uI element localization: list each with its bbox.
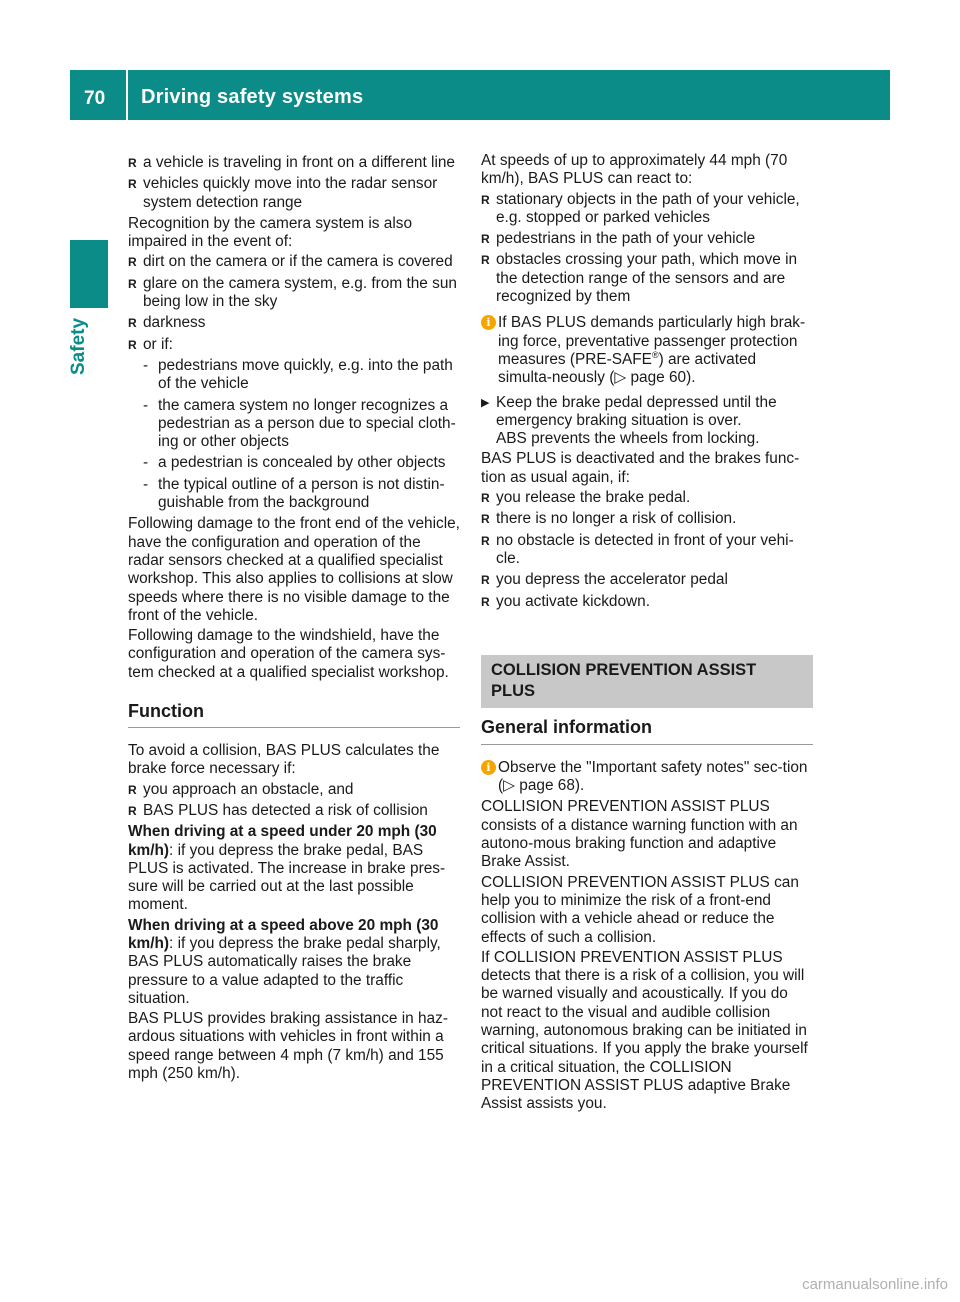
paragraph: Following damage to the front end of the vehicle, have the configuration and operation of the radar sensors checked at a qualified specialist workshop. This also applies to collisions at slow speeds where there is no visible damage to the front of the vehicle. xyxy=(128,515,460,624)
bullet-icon: R xyxy=(128,782,137,797)
list-item: R darkness xyxy=(128,314,206,332)
header-divider xyxy=(126,70,128,120)
section-label: Safety xyxy=(68,317,89,375)
list-item: R you depress the accelerator pedal xyxy=(481,571,728,589)
dash-icon: - xyxy=(143,454,149,472)
bullet-icon: R xyxy=(128,177,137,192)
list-item: R or if: xyxy=(128,335,173,353)
dash-icon: - xyxy=(143,396,149,414)
list-item: R BAS PLUS has detected a risk of collision xyxy=(128,801,428,819)
sub-list-item: - the typical outline of a person is not distin-guishable from the background xyxy=(143,475,445,512)
dash-icon: - xyxy=(143,475,149,493)
section-marker xyxy=(70,240,108,308)
bullet-icon: R xyxy=(128,156,137,170)
list-item: R stationary objects in the path of your vehicle, e.g. stopped or parked vehicles xyxy=(481,190,800,226)
list-item: R vehicles quickly move into the radar sensor system detection range xyxy=(128,175,438,211)
bullet-icon: R xyxy=(481,232,490,247)
page-header xyxy=(70,70,890,120)
page-number: 70 xyxy=(84,88,106,109)
bullet-icon: R xyxy=(128,276,137,291)
bullet-icon: R xyxy=(128,337,137,352)
paragraph: Following damage to the windshield, have the configuration and operation of the camera sys-tem checked at a qualified specialist workshop. xyxy=(128,627,449,681)
paragraph: To avoid a collision, BAS PLUS calculates the brake force necessary if: xyxy=(128,742,440,778)
paragraph: COLLISION PREVENTION ASSIST PLUS consists of a distance warning function with an autono-mous braking function and adaptive Brake Assist. xyxy=(481,798,798,871)
paragraph: If COLLISION PREVENTION ASSIST PLUS detects that there is a risk of a collision, you will be warned visually and acoustically. If you do not react to the visual and audible collision warning, autonomous braking can be initiated in critical situations. If you apply the brake yourself in a critical situation, the COLLISION PREVENTION ASSIST PLUS adaptive Brake Assist assists you. xyxy=(481,948,808,1113)
list-item: R you activate kickdown. xyxy=(481,592,650,610)
bullet-icon: R xyxy=(481,512,490,527)
paragraph: When driving at a speed above 20 mph (30 km/h): if you depress the brake pedal sharply, BAS PLUS automatically raises the brake pressure to a value adapted to the traffic situation. xyxy=(128,916,441,1007)
right-column xyxy=(481,152,813,1115)
bullet-icon: R xyxy=(128,255,137,270)
action-step: ▶ Keep the brake pedal depressed until the emergency braking situation is over. ABS prevents the wheels from locking. xyxy=(481,393,777,448)
watermark: carmanualsonline.info xyxy=(802,1275,948,1293)
bullet-icon: R xyxy=(481,594,490,609)
info-icon: i xyxy=(481,760,496,775)
page-ref-link[interactable]: page 60). xyxy=(626,369,696,387)
page-ref-link[interactable]: page 68). xyxy=(514,777,585,795)
bullet-icon: R xyxy=(481,253,490,268)
info-note: i Observe the "Important safety notes" sec-tion (▷ page 68). xyxy=(481,759,813,796)
bullet-icon: R xyxy=(481,573,490,588)
list-item: R glare on the camera system, e.g. from the sun being low in the sky xyxy=(128,274,457,311)
bullet-icon: R xyxy=(481,491,490,506)
bullet-icon: R xyxy=(128,803,137,818)
section-heading-general: General information xyxy=(481,716,813,745)
list-item: R obstacles crossing your path, which move in the detection range of the sensors and are recognized by them xyxy=(481,251,798,306)
bullet-icon: R xyxy=(481,533,490,548)
list-item: R pedestrians in the path of your vehicle xyxy=(481,230,756,248)
sub-list-item: - a pedestrian is concealed by other objects xyxy=(143,454,446,472)
action-arrow-icon: ▶ xyxy=(481,396,490,409)
section-box-title: COLLISION PREVENTION ASSIST PLUS xyxy=(481,655,813,708)
paragraph: At speeds of up to approximately 44 mph (70 km/h), BAS PLUS can react to: xyxy=(481,152,788,188)
bullet-icon: R xyxy=(481,192,490,207)
paragraph: COLLISION PREVENTION ASSIST PLUS can help you to minimize the risk of a front-end collision with a vehicle ahead or reduce the effects of such a collision. xyxy=(481,873,799,946)
section-heading-function: Function xyxy=(128,700,460,728)
chapter-title: Driving safety systems xyxy=(141,86,364,108)
list-item: R a vehicle is traveling in front on a different line xyxy=(128,154,455,171)
list-item: R no obstacle is detected in front of your vehi-cle. xyxy=(481,531,794,567)
list-item: R dirt on the camera or if the camera is covered xyxy=(128,253,453,271)
paragraph: Recognition by the camera system is also impaired in the event of: xyxy=(128,214,412,251)
info-icon: i xyxy=(481,315,496,330)
left-column xyxy=(128,152,460,1085)
sub-list-item: - pedestrians move quickly, e.g. into the path of the vehicle xyxy=(143,356,453,393)
page-ref-arrow-icon: ▷ xyxy=(614,369,627,387)
info-note: i If BAS PLUS demands particularly high brak-ing force, preventative passenger protection measures (PRE-SAFE®) are activated simulta-neously (▷ page 60). xyxy=(481,314,813,387)
paragraph: When driving at a speed under 20 mph (30 km/h): if you depress the brake pedal, BAS PLUS is activated. The increase in brake pres-sure will be carried out at the last possible moment. xyxy=(128,823,446,914)
dash-icon: - xyxy=(143,356,149,374)
paragraph: BAS PLUS is deactivated and the brakes func-tion as usual again, if: xyxy=(481,450,800,486)
sub-list-item: - the camera system no longer recognizes a pedestrian as a person due to special cloth-ing or other objects xyxy=(143,396,456,451)
page-ref-arrow-icon: ▷ xyxy=(503,777,515,795)
paragraph: BAS PLUS provides braking assistance in haz-ardous situations with vehicles in front within a speed range between 4 mph (7 km/h) and 155 mph (250 km/h). xyxy=(128,1010,448,1083)
list-item: R you approach an obstacle, and xyxy=(128,780,354,798)
list-item: R there is no longer a risk of collision. xyxy=(481,510,737,528)
list-item: R you release the brake pedal. xyxy=(481,489,691,507)
bullet-icon: R xyxy=(128,316,137,331)
